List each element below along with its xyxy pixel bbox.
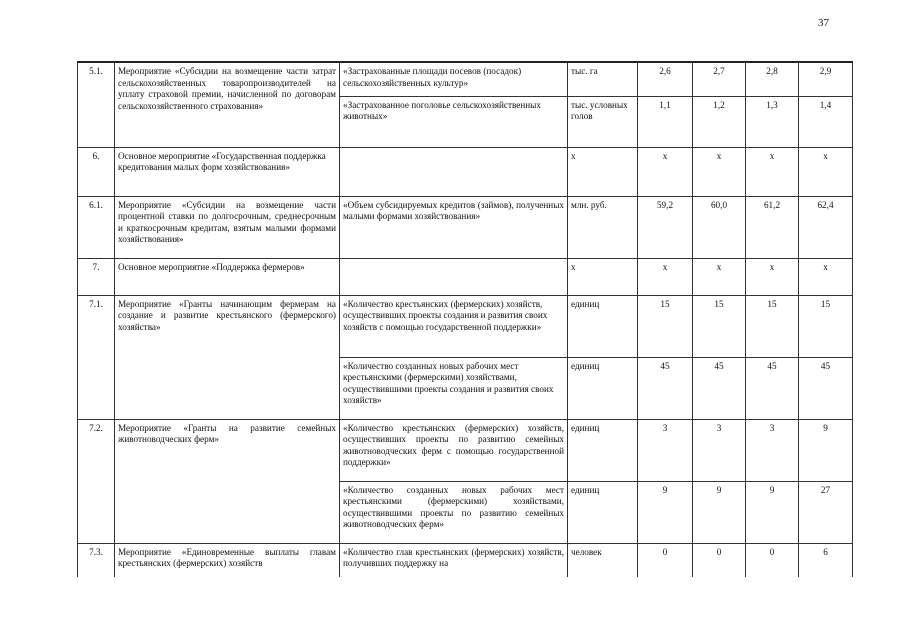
value-cell: 9 <box>638 481 693 543</box>
row-number: 7. <box>78 258 115 295</box>
value-cell: 9 <box>693 481 746 543</box>
value-cell: 3 <box>638 419 693 481</box>
indicator-cell: «Объем субсидируемых кредитов (займов), полученных малыми формами хозяйствования» <box>340 196 568 258</box>
value-cell: 2,7 <box>693 62 746 96</box>
value-cell: 1,4 <box>799 96 853 147</box>
value-cell: 1,1 <box>638 96 693 147</box>
value-cell: 45 <box>693 357 746 419</box>
indicator-cell: «Количество крестьянских (фермерских) хозяйств, осуществивших проекты по развитию семейных животноводческих ферм с помощью государственной поддержки» <box>340 419 568 481</box>
table-row <box>78 62 853 96</box>
value-cell: 1,3 <box>746 96 799 147</box>
row-number: 7.2. <box>78 419 115 543</box>
value-cell: 9 <box>746 481 799 543</box>
table-row <box>78 147 853 196</box>
value-cell: х <box>746 258 799 295</box>
value-cell: х <box>693 258 746 295</box>
unit-cell: единиц <box>568 295 638 357</box>
activity-cell: Мероприятие «Гранты на развитие семейных животноводческих ферм» <box>115 419 340 543</box>
value-cell: х <box>799 147 853 196</box>
value-cell: 2,8 <box>746 62 799 96</box>
unit-cell: единиц <box>568 419 638 481</box>
unit-cell: тыс. условных голов <box>568 96 638 147</box>
unit-cell: млн. руб. <box>568 196 638 258</box>
indicator-cell <box>340 147 568 196</box>
value-cell: 45 <box>746 357 799 419</box>
unit-cell: единиц <box>568 481 638 543</box>
unit-cell: х <box>568 147 638 196</box>
value-cell: 27 <box>799 481 853 543</box>
table-row <box>78 196 853 258</box>
row-number: 5.1. <box>78 62 115 147</box>
value-cell: 60,0 <box>693 196 746 258</box>
value-cell: 6 <box>799 543 853 577</box>
value-cell: 45 <box>799 357 853 419</box>
row-number: 6. <box>78 147 115 196</box>
value-cell: 15 <box>638 295 693 357</box>
unit-cell: х <box>568 258 638 295</box>
table-row <box>78 543 853 577</box>
value-cell: х <box>799 258 853 295</box>
value-cell: 0 <box>746 543 799 577</box>
value-cell: х <box>638 258 693 295</box>
value-cell: 15 <box>799 295 853 357</box>
indicator-cell: «Застрахованное поголовье сельскохозяйственных животных» <box>340 96 568 147</box>
value-cell: 3 <box>746 419 799 481</box>
value-cell: 15 <box>746 295 799 357</box>
activity-cell: Мероприятие «Единовременные выплаты главам крестьянских (фермерских) хозяйств <box>115 543 340 577</box>
indicator-cell: «Количество созданных новых рабочих мест крестьянскими (фермерскими) хозяйствами, осуществившими проекты по развитию семейных животноводческих ферм» <box>340 481 568 543</box>
table-row <box>78 258 853 295</box>
activity-cell: Мероприятие «Субсидии на возмещение части затрат сельскохозяйственных товаропроизводителей на уплату страховой премии, начисленной по договорам сельскохозяйственного страхования» <box>115 62 340 147</box>
value-cell: 61,2 <box>746 196 799 258</box>
table-row <box>78 419 853 481</box>
unit-cell: единиц <box>568 357 638 419</box>
value-cell: 3 <box>693 419 746 481</box>
value-cell: 1,2 <box>693 96 746 147</box>
activity-cell: Основное мероприятие «Государственная поддержка кредитования малых форм хозяйствования» <box>115 147 340 196</box>
value-cell: 9 <box>799 419 853 481</box>
value-cell: 2,6 <box>638 62 693 96</box>
value-cell: 59,2 <box>638 196 693 258</box>
value-cell: х <box>693 147 746 196</box>
activity-cell: Мероприятие «Гранты начинающим фермерам на создание и развитие крестьянского (фермерского) хозяйства» <box>115 295 340 419</box>
value-cell: 0 <box>693 543 746 577</box>
indicator-cell <box>340 258 568 295</box>
unit-cell: человек <box>568 543 638 577</box>
value-cell: х <box>746 147 799 196</box>
page-number: 37 <box>818 17 829 29</box>
value-cell: х <box>638 147 693 196</box>
indicator-cell: «Количество созданных новых рабочих мест крестьянскими (фермерскими) хозяйствами, осуществившими проекты создания и развития своих хозяйств» <box>340 357 568 419</box>
activity-cell: Мероприятие «Субсидии на возмещение части процентной ставки по долгосрочным, среднесрочным и краткосрочным кредитам, взятым малыми формами хозяйствования» <box>115 196 340 258</box>
indicator-cell: «Количество глав крестьянских (фермерских) хозяйств, получивших поддержку на <box>340 543 568 577</box>
value-cell: 2,9 <box>799 62 853 96</box>
value-cell: 45 <box>638 357 693 419</box>
value-cell: 15 <box>693 295 746 357</box>
indicator-cell: «Количество крестьянских (фермерских) хозяйств, осуществивших проекты создания и развития своих хозяйств с помощью государственной поддержки» <box>340 295 568 357</box>
table-row <box>78 295 853 357</box>
row-number: 7.3. <box>78 543 115 577</box>
activity-cell: Основное мероприятие «Поддержка фермеров» <box>115 258 340 295</box>
value-cell: 0 <box>638 543 693 577</box>
indicator-cell: «Застрахованные площади посевов (посадок) сельскохозяйственных культур» <box>340 62 568 96</box>
unit-cell: тыс. га <box>568 62 638 96</box>
row-number: 6.1. <box>78 196 115 258</box>
row-number: 7.1. <box>78 295 115 419</box>
program-indicators-table <box>77 61 853 577</box>
value-cell: 62,4 <box>799 196 853 258</box>
